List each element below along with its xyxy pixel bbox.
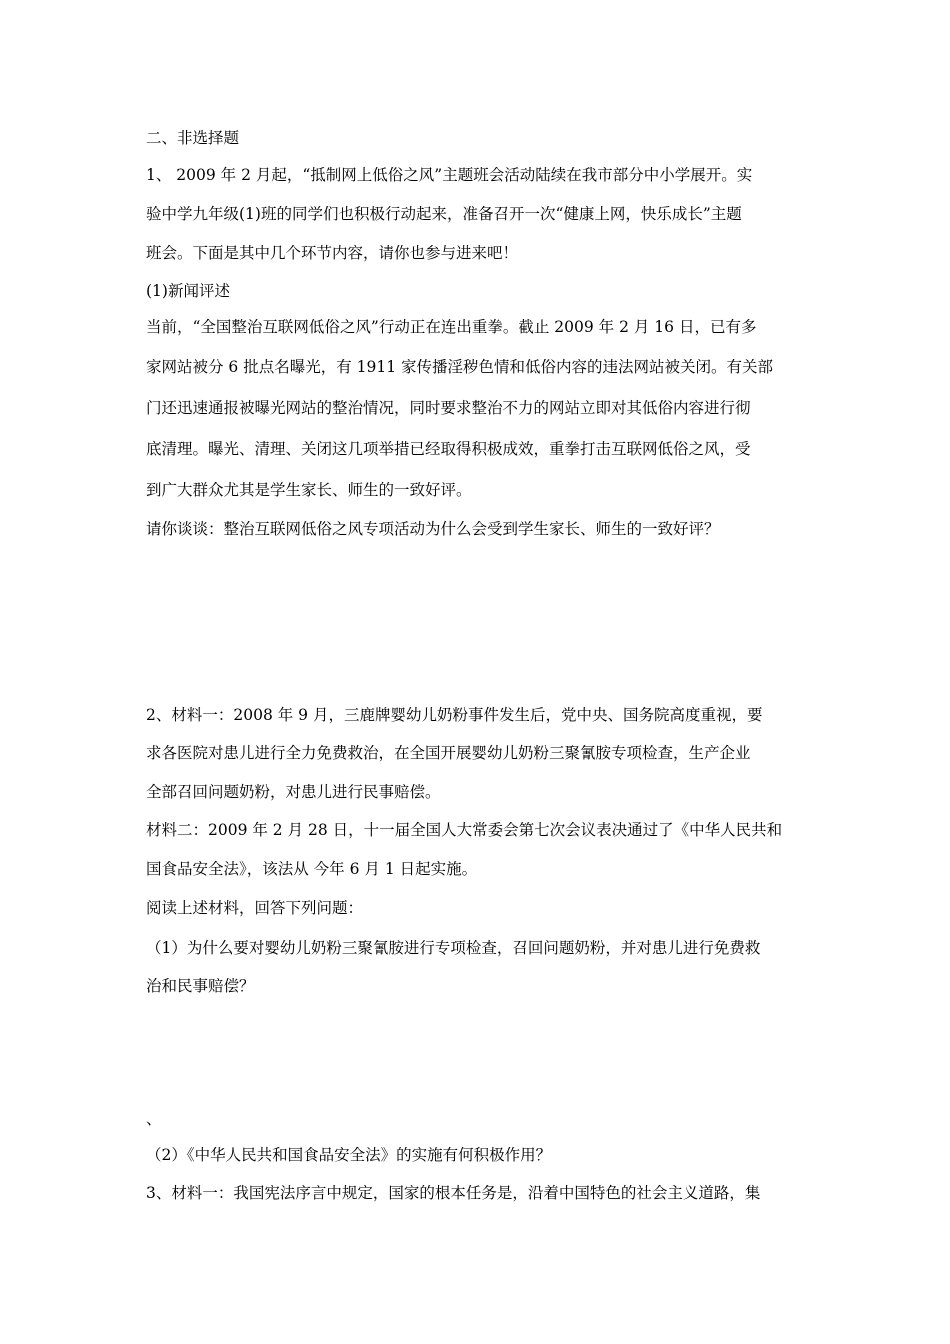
q1-news-line-2: 家网站被分 6 批点名曝光，有 1911 家传播淫秽色情和低俗内容的违法网站被关闭。有关部 (146, 358, 774, 376)
q2-sub1-line-2: 治和民事赔偿？ (146, 977, 255, 995)
q2-sub1-line-1: （1）为什么要对婴幼儿奶粉三聚氰胺进行专项检查，召回问题奶粉，并对患儿进行免费救 (146, 939, 761, 957)
q1-intro-line-1: 1、 2009 年 2 月起，“抵制网上低俗之风”主题班会活动陆续在我市部分中小学展开。实 (146, 166, 753, 184)
stray-mark: 、 (146, 1110, 162, 1128)
section-title: 二、非选择题 (146, 129, 240, 147)
q1-news-line-1: 当前，“全国整治互联网低俗之风”行动正在连出重拳。截止 2009 年 2 月 16 日，已有多 (146, 318, 757, 336)
q1-news-line-5: 到广大群众尤其是学生家长、师生的一致好评。 (146, 481, 472, 499)
q1-intro-line-2: 验中学九年级(1)班的同学们也积极行动起来，准备召开一次“健康上网，快乐成长”主题 (146, 205, 742, 223)
q2-material1-line-1: 2、材料一：2008 年 9 月，三鹿牌婴幼儿奶粉事件发生后，党中央、国务院高度重视，要 (146, 706, 763, 724)
q1-intro-line-3: 班会。下面是其中几个环节内容，请你也参与进来吧！ (146, 244, 519, 262)
q3-material1-line-1: 3、材料一：我国宪法序言中规定，国家的根本任务是，沿着中国特色的社会主义道路，集 (146, 1184, 761, 1202)
q1-news-line-3: 门还迅速通报被曝光网站的整治情况，同时要求整治不力的网站立即对其低俗内容进行彻 (146, 399, 751, 417)
q1-question: 请你谈谈：整治互联网低俗之风专项活动为什么会受到学生家长、师生的一致好评？ (146, 520, 720, 538)
q2-sub2: （2）《中华人民共和国食品安全法》的实施有何积极作用？ (146, 1146, 552, 1164)
q2-material1-line-2: 求各医院对患儿进行全力免费救治，在全国开展婴幼儿奶粉三聚氰胺专项检查，生产企业 (146, 744, 751, 762)
q2-material1-line-3: 全部召回问题奶粉，对患儿进行民事赔偿。 (146, 783, 441, 801)
q1-news-line-4: 底清理。曝光、清理、关闭这几项举措已经取得积极成效，重拳打击互联网低俗之风，受 (146, 440, 751, 458)
q2-instruction: 阅读上述材料，回答下列问题： (146, 899, 364, 917)
q2-material2-line-2: 国食品安全法》，该法从 今年 6 月 1 日起实施。 (146, 860, 478, 878)
q1-sub-heading: (1)新闻评述 (146, 282, 230, 300)
q2-material2-line-1: 材料二：2009 年 2 月 28 日，十一届全国人大常委会第七次会议表决通过了《中华人民共和 (146, 821, 783, 839)
